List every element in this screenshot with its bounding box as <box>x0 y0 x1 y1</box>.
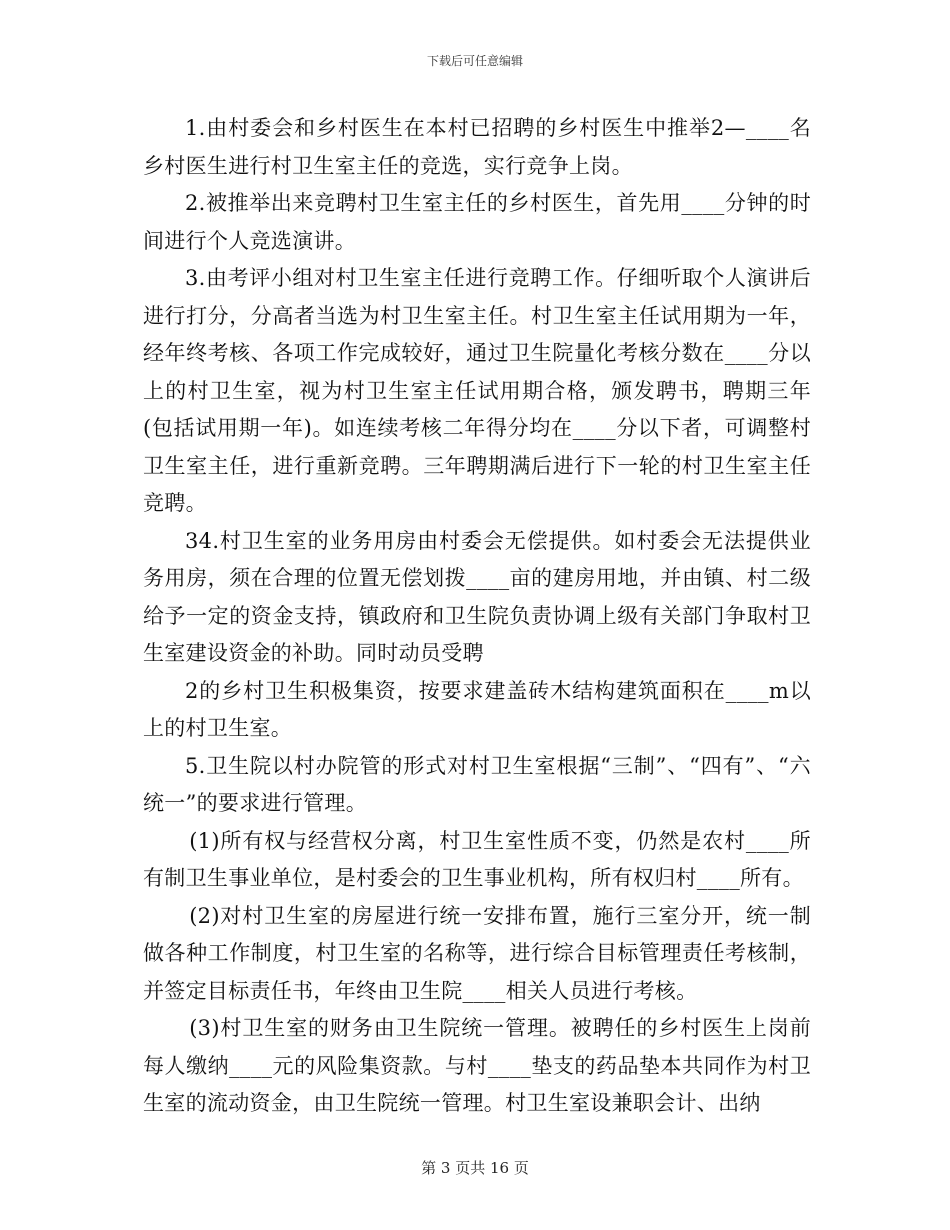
paragraph-4: 34.村卫生室的业务用房由村委会无偿提供。如村委会无法提供业务用房，须在合理的位置无偿划拨____亩的建房用地，并由镇、村二级给予一定的资金支持，镇政府和卫生院负责协调上级有关部门争取村卫生室建设资金的补助。同时动员受聘 <box>143 528 811 665</box>
paragraph-1: 1.由村委会和乡村医生在本村已招聘的乡村医生中推举2—____名乡村医生进行村卫生室主任的竞选，实行竞争上岗。 <box>143 116 811 178</box>
paragraph-8: (2)对村卫生室的房屋进行统一安排布置，施行三室分开，统一制做各种工作制度，村卫生室的名称等，进行综合目标管理责任考核制，并签定目标责任书，年终由卫生院____相关人员进行考核。 <box>143 903 811 1003</box>
page-number-footer: 第 3 页共 16 页 <box>421 1159 529 1177</box>
document-body <box>143 110 811 1123</box>
paragraph-6: 5.卫生院以村办院管的形式对村卫生室根据“三制”、“四有”、“六统一”的要求进行管理。 <box>143 753 811 815</box>
paragraph-3: 3.由考评小组对村卫生室主任进行竞聘工作。仔细听取个人演讲后进行打分，分高者当选为村卫生室主任。村卫生室主任试用期为一年，经年终考核、各项工作完成较好，通过卫生院量化考核分数在____分以上的村卫生室，视为村卫生室主任试用期合格，颁发聘书，聘期三年(包括试用期一年)。如连续考核二年得分均在____分以下者，可调整村卫生室主任，进行重新竞聘。三年聘期满后进行下一轮的村卫生室主任竞聘。 <box>143 266 811 515</box>
paragraph-7: (1)所有权与经营权分离，村卫生室性质不变，仍然是农村____所有制卫生事业单位，是村委会的卫生事业机构，所有权归村____所有。 <box>143 828 811 890</box>
page-header: 下载后可任意编辑 <box>426 54 523 68</box>
paragraph-2: 2.被推举出来竞聘村卫生室主任的乡村医生，首先用____分钟的时间进行个人竞选演讲。 <box>143 191 811 253</box>
paragraph-9: (3)村卫生室的财务由卫生院统一管理。被聘任的乡村医生上岗前每人缴纳____元的风险集资款。与村____垫支的药品垫本共同作为村卫生室的流动资金，由卫生院统一管理。村卫生室设兼职会计、出纳 <box>143 1016 811 1115</box>
paragraph-5: 2的乡村卫生积极集资，按要求建盖砖木结构建筑面积在____m以上的村卫生室。 <box>143 678 811 740</box>
